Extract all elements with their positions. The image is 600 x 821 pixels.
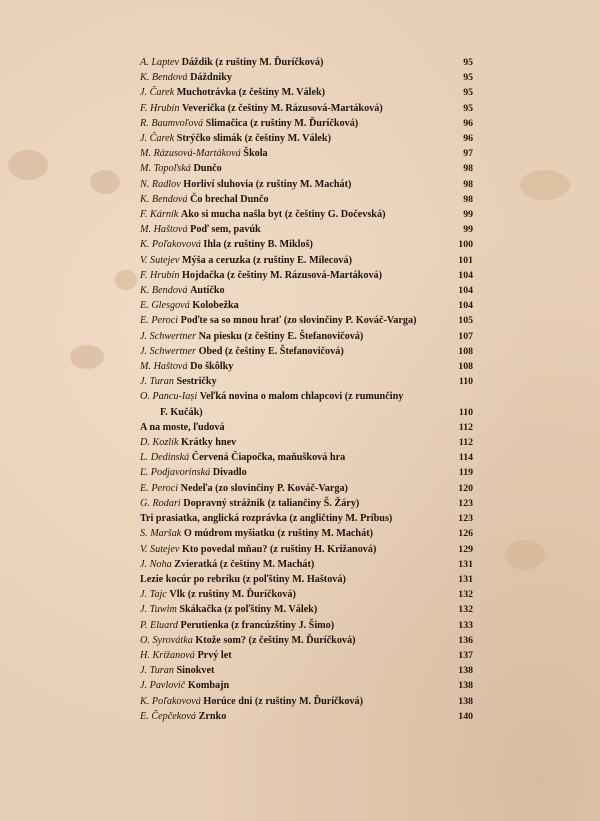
toc-page-number: 129 (458, 543, 473, 555)
toc-author: K. Bendová (140, 193, 188, 205)
toc-entry (140, 313, 473, 328)
toc-title: O múdrom myšiatku (z ruštiny M. Machát) (183, 528, 373, 540)
toc-page-number: 95 (463, 72, 473, 84)
toc-page-number: 99 (463, 224, 473, 236)
toc-author: J. Tajc (140, 589, 167, 601)
paper-stain (70, 345, 104, 369)
toc-entry (140, 633, 473, 648)
toc-author: O. Pancu-Iași (140, 391, 198, 403)
toc-title: Nedeľa (zo slovinčiny P. Kováč-Varga) (180, 482, 348, 494)
toc-author: O. Syrovátka (140, 634, 193, 646)
toc-entry (140, 618, 473, 633)
toc-entry (140, 648, 473, 663)
paper-stain (90, 170, 120, 194)
toc-entry (140, 237, 473, 252)
toc-title: Kombajn (187, 680, 230, 692)
toc-title: Dunčo (193, 163, 222, 175)
toc-author: F. Hrubín (140, 102, 180, 114)
toc-author: K. Poľakovová (140, 239, 201, 251)
toc-page-number: 100 (458, 239, 473, 251)
toc-page-number: 132 (458, 604, 473, 616)
toc-page-number: 105 (458, 315, 473, 327)
toc-page-number: 114 (458, 452, 473, 464)
toc-title: Dopravný strážnik (z taliančiny Š. Žáry) (183, 497, 360, 509)
toc-page-number: 123 (458, 513, 473, 525)
toc-title: Skákačka (z poľštiny M. Válek) (179, 604, 318, 616)
paper-stain (115, 270, 137, 290)
toc-author: J. Čarek (140, 87, 175, 99)
toc-title: Dáždik (z ruštiny M. Ďuríčková) (181, 57, 324, 68)
toc-title: Čo brechal Dunčo (190, 193, 269, 205)
toc-page-number: 110 (458, 376, 473, 388)
toc-entry (140, 435, 473, 450)
toc-author: J. Schwertner (140, 345, 197, 357)
toc-author: K. Poľakovová (140, 695, 201, 707)
toc-author: F. Hrubín (140, 269, 180, 281)
toc-page-number: 104 (458, 269, 473, 281)
toc-author: E. Čepčeková (140, 710, 197, 722)
toc-title: Tri prasiatka, anglická rozprávka (z angličtiny M. Príbus) (140, 513, 393, 525)
toc-entry (140, 587, 473, 602)
toc-title: Na piesku (z češtiny E. Štefanovičová) (198, 330, 364, 342)
toc-title: Obed (z češtiny E. Štefanovičová) (198, 345, 344, 357)
toc-title: Sestričky (176, 376, 217, 388)
toc-entry (140, 146, 473, 161)
toc-entry (140, 602, 473, 617)
toc-title: Zvieratká (z češtiny M. Machát) (174, 558, 315, 570)
toc-author: Ľ. Podjavorinská (140, 467, 211, 479)
toc-entry (140, 116, 473, 131)
toc-entry (140, 283, 473, 298)
toc-author: J. Schwertner (140, 330, 197, 342)
toc-title: Krátky hnev (181, 437, 237, 449)
toc-title: Veverička (z češtiny M. Rázusová-Martáková) (181, 102, 383, 114)
toc-entry (140, 542, 473, 557)
toc-title: Červená Čiapočka, maňušková hra (191, 452, 346, 464)
toc-page-number: 110 (458, 406, 473, 418)
toc-title: Škola (243, 148, 268, 160)
toc-title: Poďte sa so mnou hrať (zo slovinčiny P. Kováč-Varga) (180, 315, 417, 327)
toc-author: E. Peroci (140, 315, 179, 327)
paper-stain (8, 150, 48, 180)
toc-page-number: 108 (458, 361, 473, 373)
toc-entry (140, 526, 473, 541)
toc-entry (140, 663, 473, 678)
toc-author: J. Čarek (140, 133, 175, 145)
toc-page-number: 104 (458, 285, 473, 297)
toc-title: A na moste, ľudová (140, 421, 225, 433)
toc-page-number: 98 (463, 178, 473, 190)
toc-entry (140, 85, 473, 100)
toc-entry (140, 420, 473, 435)
toc-author: M. Haštová (140, 361, 188, 373)
toc-entry (140, 678, 473, 693)
toc-entry (140, 709, 473, 724)
toc-author: G. Rodari (140, 497, 181, 509)
toc-entry (140, 359, 473, 374)
toc-page-number: 136 (458, 634, 473, 646)
toc-author: K. Bendová (140, 285, 188, 297)
toc-entry (140, 465, 473, 480)
toc-page-number: 95 (463, 102, 473, 114)
toc-title: Perutienka (z francúzštiny J. Šimo) (180, 619, 335, 631)
toc-page-number: 95 (463, 57, 473, 68)
toc-entry (140, 192, 473, 207)
toc-title: Autíčko (190, 285, 225, 297)
toc-page-number: 99 (463, 209, 473, 221)
toc-page-number: 96 (463, 117, 473, 129)
toc-page-number: 98 (463, 163, 473, 175)
toc-author: M. Haštová (140, 224, 188, 236)
toc-title: Prvý let (197, 649, 232, 661)
toc-page-number: 126 (458, 528, 473, 540)
toc-author: A. Laptev (140, 57, 180, 68)
toc-entry (140, 177, 473, 192)
toc-entry (140, 329, 473, 344)
toc-title: Lezie kocúr po rebríku (z poľštiny M. Haštová) (140, 573, 346, 585)
toc-title: Poď sem, pavúk (190, 224, 261, 236)
toc-entry (140, 268, 473, 283)
toc-author: V. Sutejev (140, 254, 180, 266)
toc-author: J. Pavlovič (140, 680, 186, 692)
toc-page-number: 131 (458, 573, 473, 585)
toc-title: Dáždniky (190, 72, 232, 84)
toc-entry (140, 374, 473, 389)
toc-entry (140, 511, 473, 526)
toc-author: E. Glesgová (140, 300, 190, 312)
toc-entry (140, 389, 473, 419)
toc-title: Sinokvet (176, 665, 215, 677)
toc-page-number: 112 (458, 437, 473, 449)
table-of-contents (140, 55, 473, 724)
toc-page-number: 98 (463, 193, 473, 205)
toc-entry (140, 298, 473, 313)
toc-entry (140, 496, 473, 511)
toc-author: H. Križanová (140, 649, 195, 661)
toc-page-number: 119 (458, 467, 473, 479)
toc-author: S. Maršak (140, 528, 182, 540)
toc-author: M. Rázusová-Martáková (140, 148, 241, 160)
toc-page-number: 138 (458, 680, 473, 692)
toc-author: D. Kozlík (140, 437, 179, 449)
toc-author: L. Dedinská (140, 452, 190, 464)
toc-page-number: 137 (458, 649, 473, 661)
toc-title: Horliví sluhovia (z ruštiny M. Machát) (183, 178, 352, 190)
toc-entry (140, 450, 473, 465)
toc-page-number: 101 (458, 254, 473, 266)
toc-title: Hojdačka (z češtiny M. Rázusová-Martáková) (181, 269, 383, 281)
toc-author: E. Peroci (140, 482, 179, 494)
toc-entry (140, 101, 473, 116)
toc-page-number: 131 (458, 558, 473, 570)
toc-entry (140, 572, 473, 587)
toc-title: Mýša a ceruzka (z ruštiny E. Milecová) (181, 254, 353, 266)
toc-title: Do škôlky (190, 361, 234, 373)
toc-entry (140, 253, 473, 268)
toc-author: K. Bendová (140, 72, 188, 84)
toc-author: J. Tuwim (140, 604, 177, 616)
toc-page-number: 96 (463, 133, 473, 145)
paper-stain (520, 170, 570, 200)
toc-entry (140, 344, 473, 359)
toc-entry (140, 207, 473, 222)
toc-author: J. Turan (140, 376, 174, 388)
toc-title: Ako si mucha našla byt (z češtiny G. Dočevská) (180, 209, 386, 221)
toc-page-number: 107 (458, 330, 473, 342)
toc-page-number: 108 (458, 345, 473, 357)
toc-entry (140, 557, 473, 572)
toc-author: J. Turan (140, 665, 174, 677)
toc-entry (140, 131, 473, 146)
toc-title: Muchotrávka (z češtiny M. Válek) (176, 87, 326, 99)
toc-page-number: 95 (463, 87, 473, 99)
toc-author: M. Topoľská (140, 163, 191, 175)
toc-title-continued: F. Kučák) (160, 406, 203, 418)
toc-title: Zrnko (198, 710, 227, 722)
toc-page-number: 138 (458, 695, 473, 707)
toc-title: Strýčko slimák (z češtiny M. Válek) (176, 133, 331, 145)
toc-title: Kto povedal mňau? (z ruštiny H. Križanová) (181, 543, 377, 555)
toc-entry (140, 161, 473, 176)
toc-entry (140, 694, 473, 709)
toc-author: V. Sutejev (140, 543, 180, 555)
toc-author: F. Kárník (140, 209, 179, 221)
toc-author: R. Baumvoľová (140, 117, 204, 129)
toc-title: Ktože som? (z češtiny M. Ďuríčková) (195, 634, 356, 646)
toc-title: Vlk (z ruštiny M. Ďuríčková) (169, 589, 296, 601)
toc-title: Divadlo (212, 467, 247, 479)
toc-author: J. Noha (140, 558, 172, 570)
toc-page-number: 132 (458, 589, 473, 601)
toc-page-number: 140 (458, 710, 473, 722)
toc-page-number: 120 (458, 482, 473, 494)
toc-title: Veľká novina o malom chlapcovi (z rumunčiny (199, 391, 404, 403)
toc-page-number: 112 (458, 421, 473, 433)
toc-page-number: 133 (458, 619, 473, 631)
toc-title: Slimačica (z ruštiny M. Ďuríčková) (205, 117, 359, 129)
toc-author: N. Radlov (140, 178, 181, 190)
toc-author: P. Eluard (140, 619, 178, 631)
toc-page-number: 138 (458, 665, 473, 677)
toc-page-number: 104 (458, 300, 473, 312)
toc-title: Ihla (z ruštiny B. Mikloš) (203, 239, 313, 251)
toc-title: Horúce dni (z ruštiny M. Ďuríčková) (203, 695, 363, 707)
toc-title: Kolobežka (192, 300, 239, 312)
toc-entry (140, 481, 473, 496)
toc-entry (140, 55, 473, 70)
paper-stain (505, 540, 545, 570)
toc-entry (140, 70, 473, 85)
toc-page-number: 123 (458, 497, 473, 509)
toc-entry (140, 222, 473, 237)
toc-page-number: 97 (463, 148, 473, 160)
